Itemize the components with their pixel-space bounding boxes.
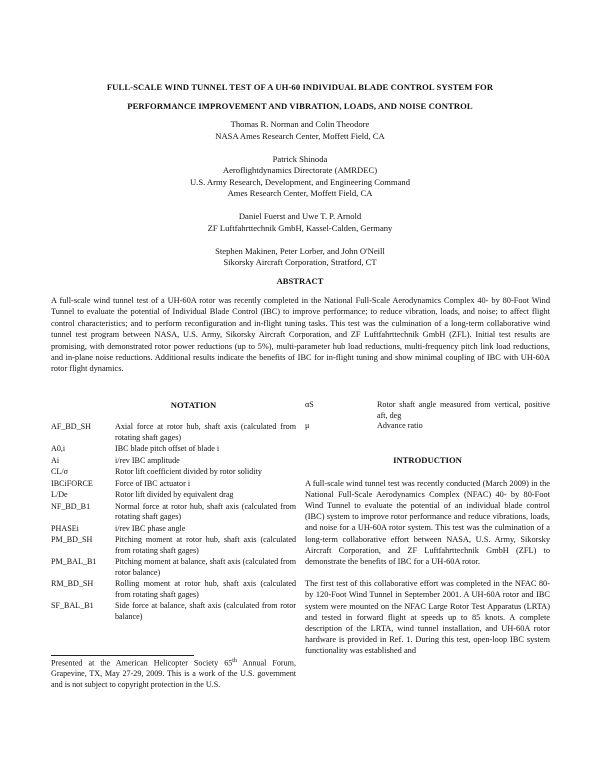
notation-symbol: RM_BD_SH — [51, 579, 94, 588]
paper-title — [50, 78, 550, 116]
author-group — [50, 154, 550, 200]
author-group — [50, 246, 550, 269]
notation-symbol: IBCiFORCE — [51, 478, 93, 488]
notation-item — [51, 524, 296, 535]
notation-definition: Force of IBC actuator i — [115, 478, 191, 488]
notation-symbol: PM_BAL_B1 — [51, 557, 97, 566]
notation-definition: Rolling moment at rotor hub, shaft axis (calculated from rotating shaft gages) — [115, 579, 296, 599]
notation-symbol: μ — [305, 421, 310, 430]
notation-definition: Side force at balance, shaft axis (calculated from rotor balance) — [115, 601, 296, 621]
footnote-text-a: Presented at the American Helicopter Society 65 — [51, 658, 233, 668]
author-block — [50, 119, 550, 280]
introduction-paragraph-1: A full-scale wind tunnel test was recently conducted (March 2009) in the National Full-Scale Aerodynamics Complex (NFAC) 40- by 80-Foot Wind Tunnel to evaluate the potential of an individual blade control (IBC) system to improve rotor performance and reduce vibrations, loads, and noise for a UH-60A rotor system. This test was the culmination of a long-term collaborative effort between NASA, U.S. Army, Sikorsky Aircraft Corporation, and ZF Luftfahrttechnik GmbH (ZFL) to demonstrate the benefits of IBC for a UH-60A rotor. — [305, 478, 550, 566]
author-names: Stephen Makinen, Peter Lorber, and John O'Neill — [215, 245, 385, 256]
author-names: Daniel Fuerst and Uwe T. P. Arnold — [238, 211, 362, 221]
left-column — [51, 400, 296, 622]
notation-symbol: L/De — [51, 490, 68, 499]
notation-item — [51, 467, 296, 478]
author-names: Thomas R. Norman and Colin Theodore — [230, 119, 370, 129]
author-names: Patrick Shinoda — [272, 153, 328, 164]
notation-item — [51, 444, 296, 455]
notation-definition: Advance ratio — [377, 421, 423, 430]
title-line-2: PERFORMANCE IMPROVEMENT AND VIBRATION, LOADS, AND NOISE CONTROL — [127, 101, 473, 111]
abstract-text: A full-scale wind tunnel test of a UH-60A rotor was recently completed in the National Full-Scale Aerodynamics Complex 40- by 80-Foot Wind Tunnel to evaluate the potential of Individual Blade Control (IBC) to improve performance; to reduce vibration, loads, and noise; to affect flight control characteristics; and to perform reconfiguration and in-flight tuning tasks. This test was the culmination of a long-term collaborative wind tunnel test program between NASA, U.S. Army, Sikorsky Aircraft Corporation, and ZF Luftfahrttechnik GmbH (ZFL). Initial test results are promising, with demonstrated rotor power reductions (up to 5%), multi-parameter hub load reductions, multi-frequency pitch link load reductions, and in-plane noise reductions. Additional results indicate the benefits of IBC for in-flight tuning and show minimal coupling of IBC with UH-60A rotor flight dynamics. — [51, 296, 550, 374]
notation-definition: IBC blade pitch offset of blade i — [115, 444, 220, 453]
author-affiliation: U.S. Army Research, Development, and Engineering Command — [189, 176, 411, 187]
notation-item — [305, 400, 550, 421]
notation-definition: Axial force at rotor hub, shaft axis (calculated from rotating shaft gages) — [115, 422, 296, 442]
author-affiliation: Ames Research Center, Moffett Field, CA — [227, 188, 373, 198]
notation-definition: Pitching moment at rotor hub, shaft axis (calculated from rotating shaft gages) — [115, 535, 296, 555]
footnote-superscript: th — [232, 658, 237, 664]
notation-item — [51, 502, 296, 523]
notation-symbol: PM_BD_SH — [51, 535, 93, 544]
notation-definition: Pitching moment at balance, shaft axis (calculated from rotor balance) — [115, 557, 296, 577]
notation-item — [51, 479, 296, 490]
notation-list-continued — [305, 400, 550, 432]
introduction-heading: INTRODUCTION — [393, 454, 462, 465]
notation-definition: i/rev IBC phase angle — [115, 523, 186, 533]
footnote-text-b: Annual Forum, Grapevine, TX, May 27-29, 2009. This is a work of the U.S. government and is not subject to copyright protection in the U.S. — [51, 658, 296, 689]
author-affiliation: ZF Luftfahrttechnik GmbH, Kassel-Calden, Germany — [207, 222, 393, 233]
notation-definition: Rotor lift coefficient divided by rotor solidity — [115, 467, 262, 476]
notation-symbol: CL/σ — [51, 467, 68, 476]
notation-item — [305, 421, 550, 432]
author-group — [50, 119, 550, 142]
notation-item — [51, 557, 296, 578]
author-affiliation: Aeroflightdynamics Directorate (AMRDEC) — [222, 165, 378, 175]
author-group — [50, 211, 550, 234]
notation-symbol: PHASEi — [51, 523, 79, 533]
abstract-heading: ABSTRACT — [276, 276, 324, 286]
introduction-paragraph-2: The first test of this collaborative effort was completed in the NFAC 80- by 120-Foot Wind Tunnel in September 2001. A UH-60A rotor and IBC system were mounted on the NFAC Large Rotor Test Apparatus (LRTA) and tested in forward flight at speeds up to 85 knots. A complete description of the LRTA, wind tunnel installation, and UH-60A rotor hardware is provided in Ref. 1. During this test, open-loop IBC system functionality was established and — [305, 579, 550, 656]
notation-definition: i/rev IBC amplitude — [115, 455, 180, 465]
notation-heading: NOTATION — [170, 400, 217, 410]
notation-symbol: SF_BAL_B1 — [51, 601, 94, 610]
title-line-1: FULL-SCALE WIND TUNNEL TEST OF A UH-60 INDIVIDUAL BLADE CONTROL SYSTEM FOR — [106, 82, 494, 92]
notation-list — [51, 422, 296, 622]
notation-item — [51, 422, 296, 443]
notation-definition: Normal force at rotor hub, shaft axis (calculated from rotating shaft gages) — [115, 501, 296, 521]
author-affiliation: NASA Ames Research Center, Moffett Field, CA — [215, 130, 385, 141]
footnote — [51, 656, 296, 690]
notation-item — [51, 579, 296, 600]
notation-symbol: NF_BD_B1 — [51, 501, 91, 511]
notation-item — [51, 490, 296, 501]
notation-symbol: AF_BD_SH — [51, 422, 92, 431]
notation-definition: Rotor lift divided by equivalent drag — [115, 490, 234, 499]
notation-item — [51, 601, 296, 622]
notation-symbol: Ai — [51, 455, 60, 465]
notation-item — [51, 535, 296, 556]
notation-definition: Rotor shaft angle measured from vertical, positive aft, deg — [377, 400, 550, 420]
notation-item — [51, 456, 296, 467]
right-column — [305, 400, 550, 657]
notation-symbol: αS — [305, 400, 314, 409]
notation-symbol: A0,i — [51, 444, 66, 453]
author-affiliation: Sikorsky Aircraft Corporation, Stratford, CT — [223, 257, 377, 267]
